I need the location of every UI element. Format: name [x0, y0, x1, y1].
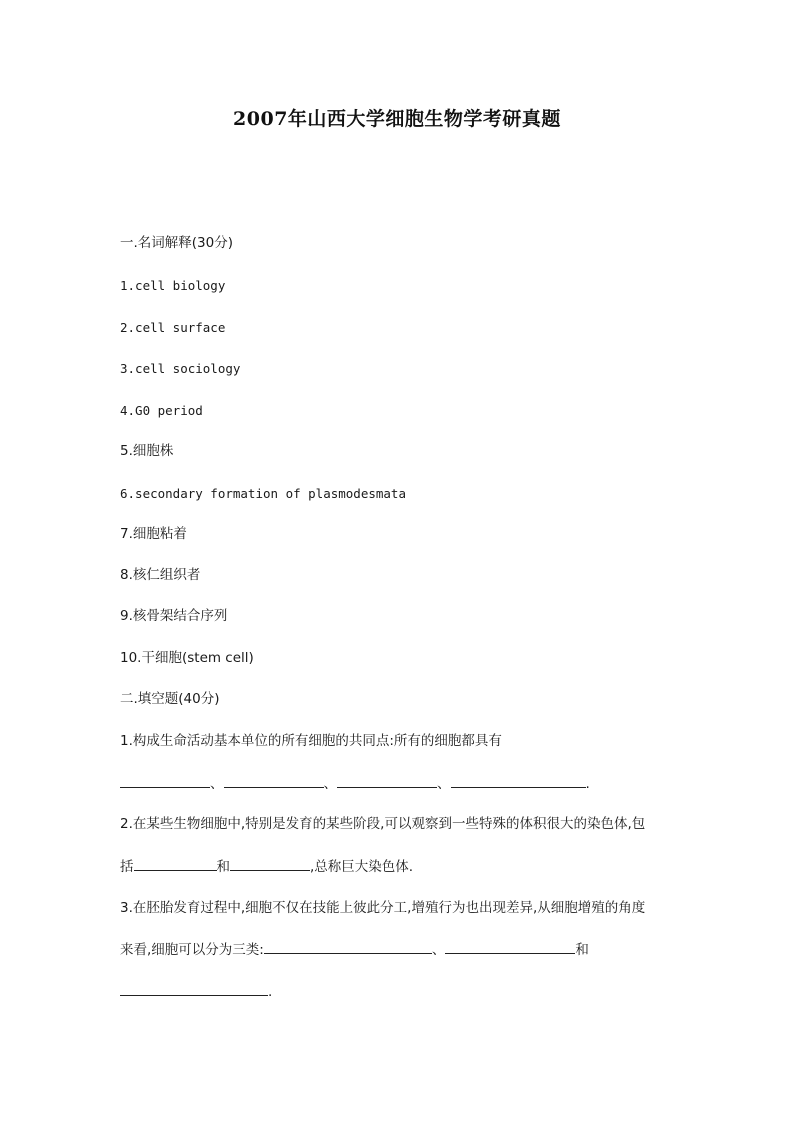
- question-2-text: 2.在某些生物细胞中,特别是发育的某些阶段,可以观察到一些特殊的体积很大的染色体,包: [120, 816, 646, 832]
- page-title: 2007年山西大学细胞生物学考研真题: [233, 108, 561, 130]
- answer-blank[interactable]: [120, 983, 268, 996]
- answer-blank[interactable]: [230, 858, 310, 871]
- list-item: 3.cell sociology: [120, 361, 241, 376]
- question-3-text: 3.在胚胎发育过程中,细胞不仅在技能上彼此分工,增殖行为也出现差异,从细胞增殖的角度: [120, 900, 646, 916]
- list-item: 1.cell biology: [120, 278, 226, 293]
- separator: 、: [323, 776, 337, 792]
- answer-blank[interactable]: [264, 941, 432, 954]
- separator: 、: [437, 776, 451, 792]
- list-item: 8.核仁组织者: [120, 567, 201, 583]
- question-2-blanks: [120, 858, 413, 875]
- answer-blank[interactable]: [451, 775, 586, 788]
- list-item: 7.细胞粘着: [120, 526, 187, 542]
- section-heading-2: 二.填空题(40分): [120, 691, 220, 707]
- list-item: 5.细胞株: [120, 443, 174, 459]
- answer-blank[interactable]: [445, 941, 575, 954]
- conjunction: 和: [575, 942, 589, 958]
- question-1-blanks: [120, 775, 590, 792]
- question-2-suffix: ,总称巨大染色体.: [310, 859, 414, 875]
- question-1-text: 1.构成生命活动基本单位的所有细胞的共同点:所有的细胞都具有: [120, 733, 502, 749]
- question-2-prefix: 括: [120, 859, 134, 875]
- question-3-blanks: [120, 941, 589, 958]
- answer-blank[interactable]: [337, 775, 437, 788]
- sentence-end: .: [585, 776, 590, 792]
- answer-blank[interactable]: [120, 775, 210, 788]
- conjunction: 和: [216, 859, 230, 875]
- list-item: 9.核骨架结合序列: [120, 608, 228, 624]
- list-item: 2.cell surface: [120, 320, 226, 335]
- separator: 、: [431, 942, 446, 958]
- sentence-end: .: [268, 984, 273, 1000]
- list-item: 4.G0 period: [120, 403, 203, 418]
- question-3-prefix: 来看,细胞可以分为三类:: [120, 942, 264, 958]
- answer-blank[interactable]: [224, 775, 324, 788]
- list-item: 6.secondary formation of plasmodesmata: [120, 486, 406, 501]
- answer-blank[interactable]: [134, 858, 217, 871]
- list-item: 10.干细胞(stem cell): [120, 650, 254, 666]
- question-3-blanks-cont: [120, 983, 272, 1000]
- separator: 、: [210, 776, 224, 792]
- section-heading-1: 一.名词解释(30分): [120, 235, 234, 251]
